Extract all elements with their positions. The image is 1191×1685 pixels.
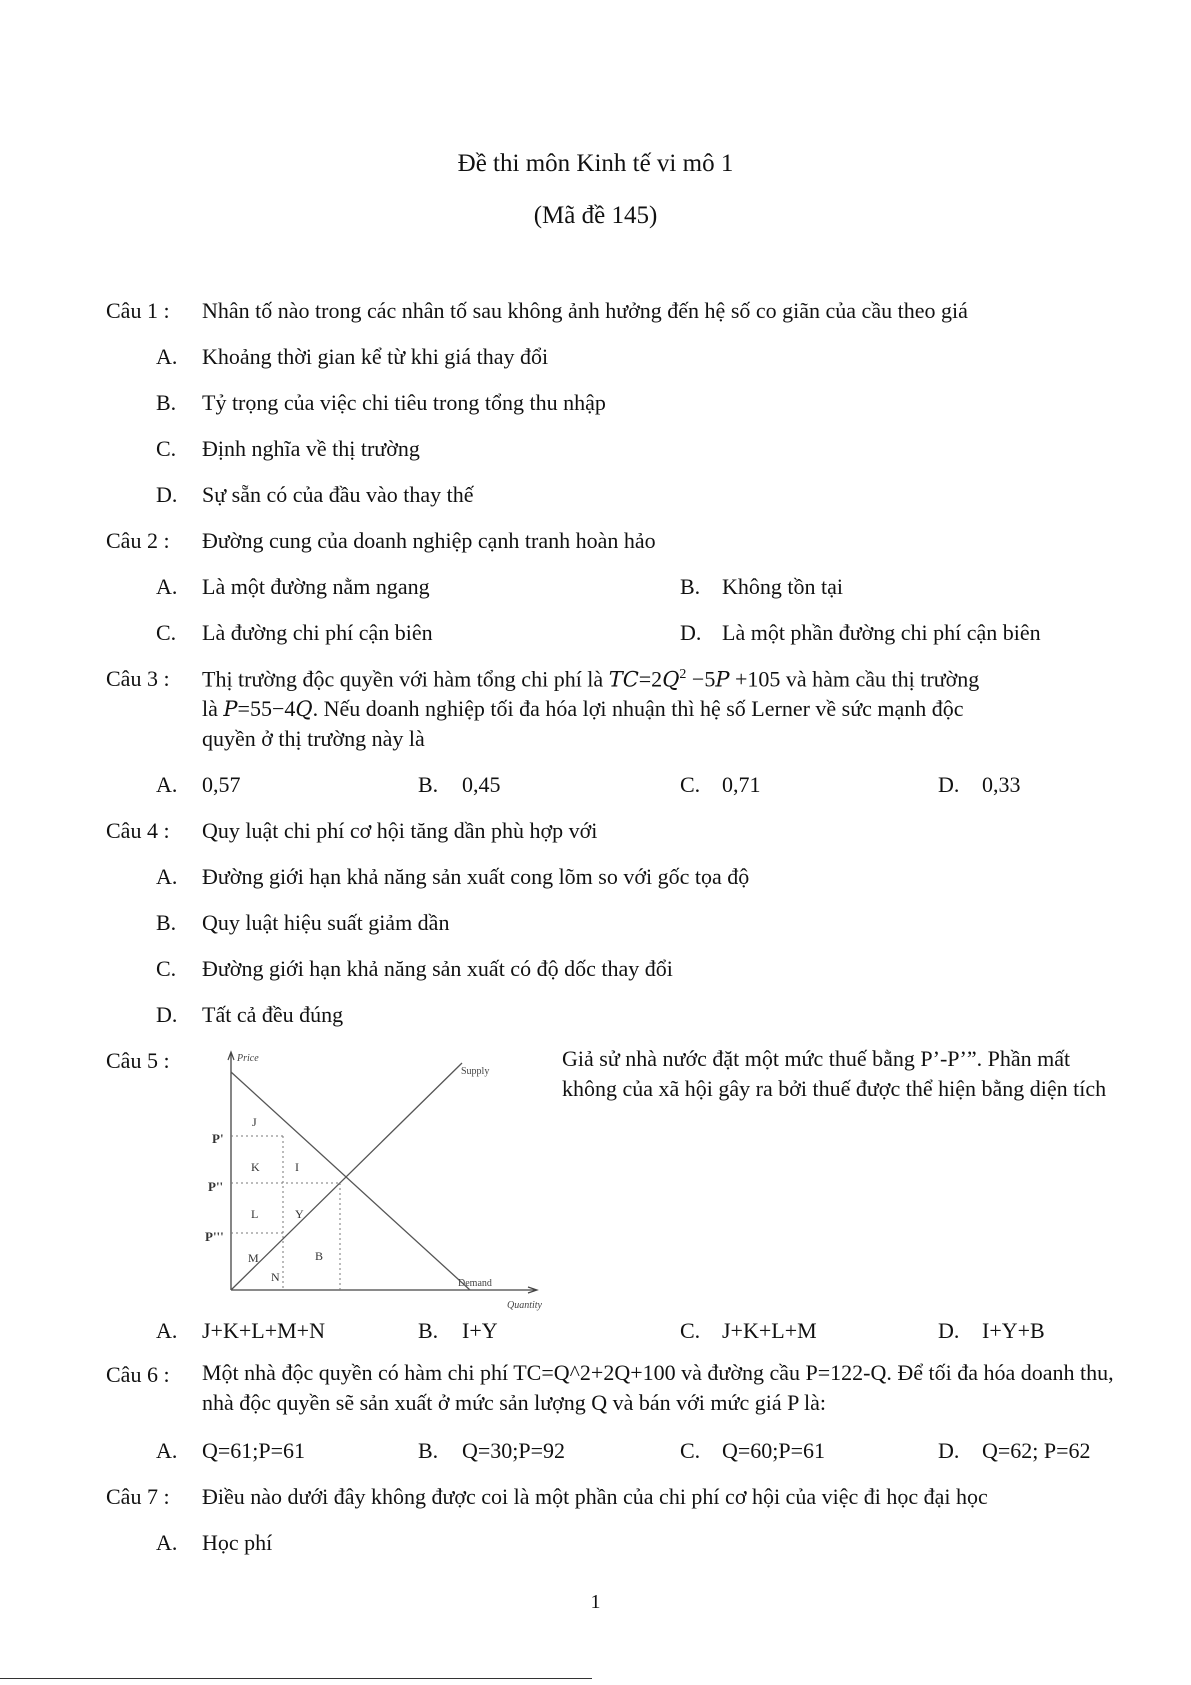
page-number: 1 bbox=[590, 1591, 601, 1613]
option-text: Không tồn tại bbox=[722, 574, 843, 599]
option-letter: B. bbox=[156, 910, 177, 935]
option-letter: D. bbox=[938, 772, 960, 797]
option-text: J+K+L+M+N bbox=[202, 1318, 325, 1343]
option-letter: D. bbox=[938, 1318, 960, 1343]
question-text: Quy luật chi phí cơ hội tăng dần phù hợp với bbox=[202, 818, 598, 843]
area-label: M bbox=[248, 1251, 259, 1265]
area-label: N bbox=[271, 1270, 280, 1284]
exam-title: Đề thi môn Kinh tế vi mô 1 bbox=[457, 150, 734, 177]
option-letter: C. bbox=[680, 1438, 701, 1463]
question-text: Một nhà độc quyền có hàm chi phí TC=Q^2+2Q+100 và đường cầu P=122-Q. Để tối đa hóa doanh thu, nhà độc quyền sẽ sản xuất ở mức sản lượng Q và bán với mức giá P là: bbox=[202, 1360, 1114, 1415]
option-letter: A. bbox=[156, 344, 178, 369]
option-text: Tất cả đều đúng bbox=[202, 1002, 344, 1027]
area-label: L bbox=[251, 1207, 259, 1221]
area-label: B bbox=[315, 1249, 324, 1263]
question-label: Câu 4 : bbox=[106, 818, 170, 843]
question-text-line-1: Thị trường độc quyền với hàm tổng chi phí là $TC=2Q^2 -5P +105$ và hàm cầu thị trường bbox=[202, 666, 980, 692]
option-text: I+Y+B bbox=[982, 1318, 1045, 1343]
option-text: Là đường chi phí cận biên bbox=[202, 620, 433, 645]
option-letter: A. bbox=[156, 772, 178, 797]
option-text: Q=61;P=61 bbox=[202, 1438, 306, 1463]
option-text: J+K+L+M bbox=[722, 1318, 817, 1343]
option-letter: B. bbox=[680, 574, 701, 599]
option-letter: A. bbox=[156, 574, 178, 599]
y-axis-label: Price bbox=[237, 1053, 259, 1064]
exam-code: (Mã đề 145) bbox=[533, 202, 658, 229]
option-letter: A. bbox=[156, 1318, 178, 1343]
question-label: Câu 7 : bbox=[106, 1484, 170, 1509]
question-text: Giả sử nhà nước đặt một mức thuế bằng P’-P’”. Phần mất không của xã hội gây ra bởi thuế được thể hiện bằng diện tích bbox=[562, 1046, 1107, 1101]
option-text: Đường giới hạn khả năng sản xuất có độ dốc thay đổi bbox=[202, 956, 673, 981]
option-text: 0,33 bbox=[982, 772, 1021, 797]
question-text-line-2: là P=55−4Q. Nếu doanh nghiệp tối đa hóa lợi nhuận thì hệ số Lerner về sức mạnh độc bbox=[202, 696, 964, 721]
option-text: Định nghĩa về thị trường bbox=[202, 436, 420, 461]
option-letter: D. bbox=[156, 1002, 178, 1027]
question-label: Câu 2 : bbox=[106, 528, 170, 553]
question-text: Đường cung của doanh nghiệp cạnh tranh hoàn hảo bbox=[202, 528, 656, 553]
option-text: 0,71 bbox=[722, 772, 761, 797]
option-text: Tỷ trọng của việc chi tiêu trong tổng thu nhập bbox=[202, 390, 606, 415]
option-letter: D. bbox=[156, 482, 178, 507]
area-label: Y bbox=[295, 1207, 304, 1221]
option-text: Học phí bbox=[202, 1530, 273, 1555]
option-letter: C. bbox=[156, 956, 177, 981]
option-text: Là một đường nằm ngang bbox=[202, 574, 430, 599]
option-text: Là một phần đường chi phí cận biên bbox=[722, 620, 1041, 645]
footer-rule bbox=[0, 1678, 592, 1679]
option-letter: B. bbox=[418, 772, 439, 797]
option-letter: B. bbox=[418, 1318, 439, 1343]
question-text: Nhân tố nào trong các nhân tố sau không ảnh hưởng đến hệ số co giãn của cầu theo giá bbox=[202, 298, 968, 323]
area-label: K bbox=[251, 1160, 260, 1174]
option-text: 0,57 bbox=[202, 772, 241, 797]
area-label: I bbox=[295, 1160, 299, 1174]
supply-label: Supply bbox=[461, 1066, 490, 1077]
option-text: Khoảng thời gian kể từ khi giá thay đổi bbox=[202, 344, 549, 369]
question-label: Câu 6 : bbox=[106, 1362, 170, 1387]
option-text: Q=30;P=92 bbox=[462, 1438, 566, 1463]
demand-label: Demand bbox=[458, 1278, 492, 1289]
option-letter: C. bbox=[156, 436, 177, 461]
option-letter: C. bbox=[156, 620, 177, 645]
question-label: Câu 3 : bbox=[106, 666, 170, 691]
demand-curve bbox=[231, 1072, 470, 1290]
question-label: Câu 1 : bbox=[106, 298, 170, 323]
question-label: Câu 5 : bbox=[106, 1048, 170, 1073]
option-letter: A. bbox=[156, 1438, 178, 1463]
price-label: P' bbox=[212, 1131, 224, 1146]
option-letter: B. bbox=[418, 1438, 439, 1463]
option-letter: D. bbox=[680, 620, 702, 645]
option-letter: A. bbox=[156, 1530, 178, 1555]
option-letter: D. bbox=[938, 1438, 960, 1463]
x-axis-label: Quantity bbox=[507, 1300, 542, 1311]
option-text: Sự sẵn có của đầu vào thay thế bbox=[202, 482, 474, 507]
option-text: Q=60;P=61 bbox=[722, 1438, 826, 1463]
option-letter: C. bbox=[680, 772, 701, 797]
question-text-line-3: quyền ở thị trường này là bbox=[202, 726, 425, 751]
option-letter: B. bbox=[156, 390, 177, 415]
question-text: Điều nào dưới đây không được coi là một phần của chi phí cơ hội của việc đi học đại học bbox=[202, 1484, 988, 1509]
option-text: I+Y bbox=[462, 1318, 498, 1343]
option-text: 0,45 bbox=[462, 772, 501, 797]
supply-demand-graph bbox=[200, 1048, 545, 1313]
price-label: P''' bbox=[205, 1229, 224, 1244]
price-label: P'' bbox=[208, 1179, 224, 1194]
option-text: Quy luật hiệu suất giảm dần bbox=[202, 910, 450, 935]
option-letter: A. bbox=[156, 864, 178, 889]
area-label: J bbox=[252, 1115, 257, 1129]
option-letter: C. bbox=[680, 1318, 701, 1343]
option-text: Q=62; P=62 bbox=[982, 1438, 1091, 1463]
option-text: Đường giới hạn khả năng sản xuất cong lõm so với gốc tọa độ bbox=[202, 864, 750, 889]
